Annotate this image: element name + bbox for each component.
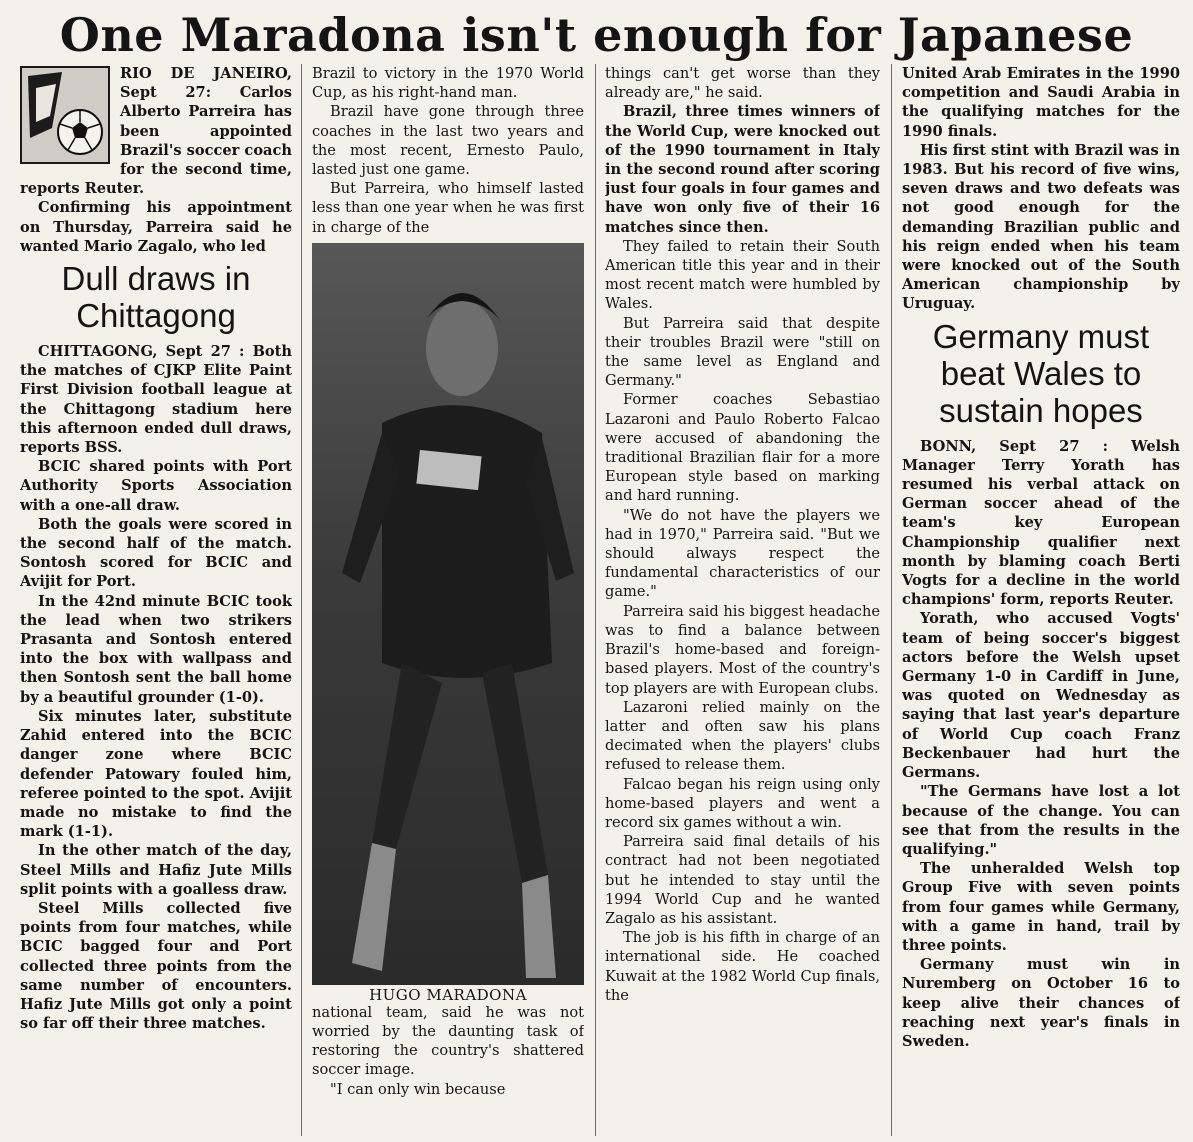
article-paragraph: Brazil to victory in the 1970 World Cup, as his right-hand man. — [312, 65, 584, 102]
column-4 — [902, 64, 1180, 1140]
page-headline: One Maradona isn't enough for Japanese — [59, 8, 1134, 62]
article-paragraph: Six minutes later, substitute Zahid entered into the BCIC danger zone where BCIC defender Patowary fouled him, referee pointed to the spot. Avijit made no mistake to find the mark (1-1). — [20, 707, 292, 841]
article-paragraph: national team, said he was not worried by the daunting task of restoring the country's shattered soccer image. — [312, 1003, 584, 1079]
photo-caption: HUGO MARADONA — [369, 985, 527, 1004]
article-paragraph: But Parreira said that despite their troubles Brazil were "still on the same level as England and Germany." — [605, 314, 880, 390]
article-paragraph: Falcao began his reign using only home-based players and went a record six games without a win. — [605, 775, 880, 831]
chittagong-headline: Dull draws in Chittagong — [61, 260, 251, 335]
player-photo — [312, 243, 584, 985]
column-1 — [20, 64, 292, 1140]
column-2 — [312, 64, 584, 1140]
article-paragraph: In the 42nd minute BCIC took the lead when two strikers Prasanta and Sontosh entered into the box with wallpass and then Sontosh sent the ball home by a beautiful grounder (1-0). — [20, 592, 292, 706]
article-paragraph: But Parreira, who himself lasted less than one year when he was first in charge of the — [312, 180, 584, 236]
soccer-logo-icon — [20, 66, 110, 164]
article-paragraph: BONN, Sept 27 : Welsh Manager Terry Yorath has resumed his verbal attack on German soccer ahead of the team's key European Championship qualifier next month by blaming coach Berti Vogts for a decline in the world champions' form, reports Reuter. — [902, 437, 1180, 609]
article-paragraph: "I can only win because — [330, 1080, 506, 1098]
column-rule — [891, 64, 892, 1136]
column-rule — [595, 64, 596, 1136]
germany-headline: Germany must beat Wales to sustain hopes — [932, 317, 1150, 429]
article-paragraph: Lazaroni relied mainly on the latter and often saw his plans decimated when the players' clubs refused to release them. — [605, 698, 880, 774]
article-paragraph: Parreira said his biggest headache was to find a balance between Brazil's home-based and foreign-based players. Most of the country's top players are with European clubs. — [605, 602, 880, 697]
article-paragraph: "The Germans have lost a lot because of the change. You can see that from the results in the qualifying." — [902, 783, 1180, 858]
article-paragraph: "We do not have the players we had in 1970," Parreira said. "But we should always respect the fundamental characteristics of our game." — [605, 506, 880, 601]
article-lead: RIO DE JANEIRO, Sept 27: Carlos Alberto Parreira has been appointed Brazil's soccer coach for the second time, reports Reuter. — [20, 65, 292, 198]
article-paragraph: Brazil have gone through three coaches in the last two years and the most recent, Ernesto Paulo, lasted just one game. — [312, 103, 584, 179]
article-paragraph: things can't get worse than they already are," he said. — [605, 65, 880, 102]
article-paragraph: CHITTAGONG, Sept 27 : Both the matches of CJKP Elite Paint First Division football league at the Chittagong stadium here this afternoon ended dull draws, reports BSS. — [20, 343, 292, 457]
article-paragraph: Confirming his appointment on Thursday, Parreira said he wanted Mario Zagalo, who led — [20, 199, 292, 255]
article-paragraph: The job is his fifth in charge of an international side. He coached Kuwait at the 1982 World Cup finals, the — [605, 929, 880, 1004]
article-paragraph: Former coaches Sebastiao Lazaroni and Paulo Roberto Falcao were accused of abandoning the traditional Brazilian flair for a more European style based on marking and hard running. — [605, 391, 880, 505]
article-paragraph: Steel Mills collected five points from four matches, while BCIC bagged four and Port collected three points from the same number of encounters. Hafiz Jute Mills got only a point so far off their three matches. — [20, 899, 292, 1033]
article-paragraph: His first stint with Brazil was in 1983. But his record of five wins, seven draws and two defeats was not good enough for the demanding Brazilian public and his reign ended when his team were knocked out of the South American championship by Uruguay. — [902, 141, 1180, 313]
article-paragraph: Yorath, who accused Vogts' team of being soccer's biggest actors before the Welsh upset Germany 1-0 in Cardiff in June, was quoted on Wednesday as saying that last year's departure of World Cup coach Franz Beckenbauer had hurt the Germans. — [902, 610, 1180, 782]
article-paragraph: Brazil, three times winners of the World Cup, were knocked out of the 1990 tournament in Italy in the second round after scoring just four goals in four games and have won only five of their 16 matches since then. — [605, 103, 880, 236]
article-paragraph: BCIC shared points with Port Authority Sports Association with a one-all draw. — [20, 458, 292, 514]
column-rule — [301, 64, 302, 1136]
article-paragraph: The unheralded Welsh top Group Five with seven points from four games while Germany, with a game in hand, trail by three points. — [902, 860, 1180, 954]
article-paragraph: In the other match of the day, Steel Mills and Hafiz Jute Mills split points with a goalless draw. — [20, 842, 292, 898]
article-paragraph: They failed to retain their South American title this year and in their most recent match were humbled by Wales. — [605, 237, 880, 313]
article-paragraph: Both the goals were scored in the second half of the match. Sontosh scored for BCIC and Avijit for Port. — [20, 515, 292, 591]
article-paragraph: Germany must win in Nuremberg on October 16 to keep alive their chances of reaching next year's finals in Sweden. — [902, 956, 1180, 1050]
column-3 — [605, 64, 880, 1140]
article-paragraph: United Arab Emirates in the 1990 competition and Saudi Arabia in the qualifying matches for the 1990 finals. — [902, 65, 1180, 140]
article-paragraph: Parreira said final details of his contract had not been negotiated but he intended to stay until the 1994 World Cup and he wanted Zagalo as his assistant. — [605, 833, 880, 927]
